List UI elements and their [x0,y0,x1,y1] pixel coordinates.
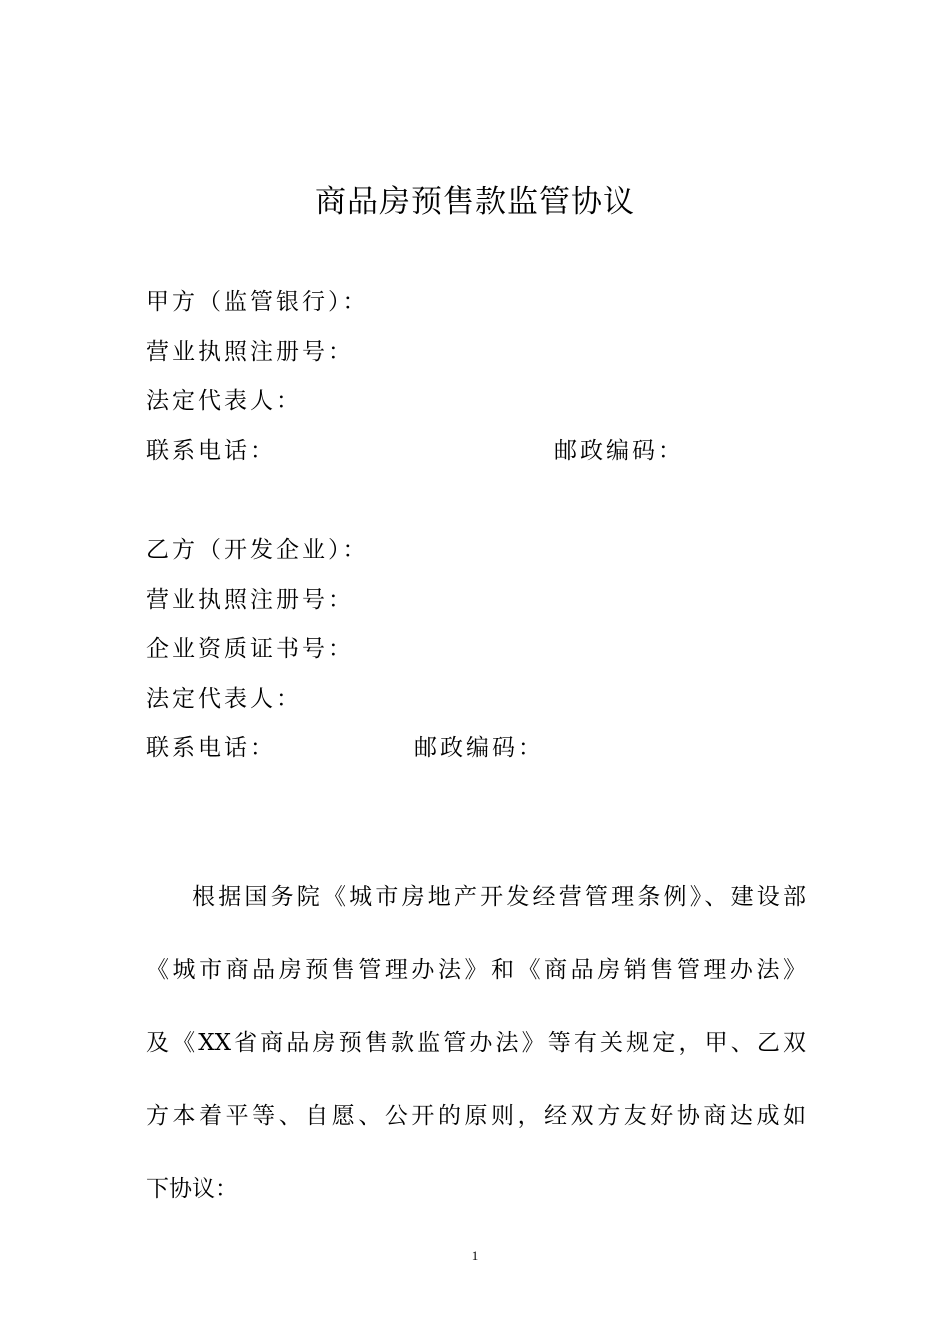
party-b-qualification-label: 企业资质证书号： [146,636,354,662]
party-b-representative-label: 法定代表人： [146,686,302,712]
party-a-phone-label: 联系电话： [146,438,276,464]
party-b-name-label: 乙方（开发企业）： [146,537,369,563]
party-b-postal-label: 邮政编码： [414,735,544,761]
party-a-representative-label: 法定代表人： [146,388,302,414]
party-a-name-label: 甲方（监管银行）： [146,289,369,315]
preamble-line: 及《XX省商品房预售款监管办法》等有关规定，甲、乙双 [146,1030,806,1056]
page-number: 1 [471,1248,479,1263]
preamble-line: 根据国务院《城市房地产开发经营管理条例》、建设部 [192,884,806,910]
party-b-phone-label: 联系电话： [146,735,276,761]
party-a-license-label: 营业执照注册号： [146,339,354,365]
party-b-license-label: 营业执照注册号： [146,587,354,613]
preamble-line: 下协议： [146,1176,238,1202]
preamble-line: 《城市商品房预售管理办法》和《商品房销售管理办法》 [146,957,806,983]
party-a-postal-label: 邮政编码： [554,438,684,464]
preamble-paragraph [146,873,806,1238]
document-title: 商品房预售款监管协议 [315,184,635,220]
preamble-line: 方本着平等、自愿、公开的原则，经双方友好协商达成如 [146,1103,806,1129]
